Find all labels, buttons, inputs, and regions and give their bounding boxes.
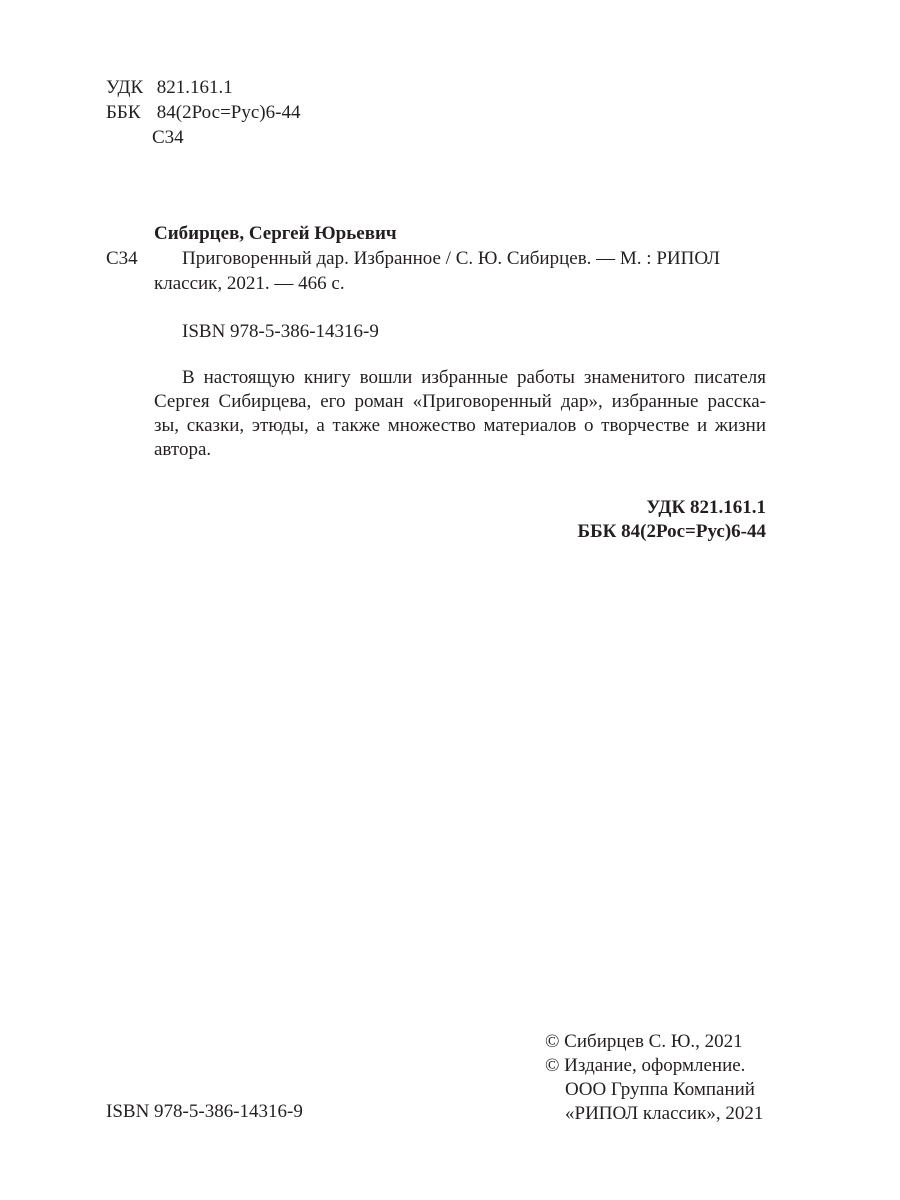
annotation-paragraph [154,366,766,462]
copyright-block [545,1030,763,1126]
udk-value: 821.161.1 [156,77,233,98]
bbk-code-line [106,101,300,125]
bbk-label: ББК [106,102,141,123]
copyright-publisher-line-1: ООО Группа Компаний [565,1079,755,1100]
copyright-publisher-line-2: «РИПОЛ классик», 2021 [565,1103,764,1124]
title-line-2: классик, 2021. — 466 с. [154,273,345,294]
bbk-code-bottom: ББК 84(2Рос=Рус)6-44 [577,521,766,542]
udk-code-line [106,76,233,100]
author-mark-top: С34 [152,127,184,148]
udk-code-bottom: УДК 821.161.1 [646,497,766,518]
copyright-author: © Сибирцев С. Ю., 2021 [545,1031,743,1052]
bottom-classification-codes [578,496,766,544]
annotation-line: автора. [154,439,212,460]
annotation-line: зы, сказки, этюды, а также множество материалов о творчестве и жизни [154,415,766,436]
isbn-record: ISBN 978-5-386-14316-9 [182,321,379,342]
author-mark-record: С34 [106,248,138,269]
annotation-line: Сергея Сибирцева, его роман «Приговоренный дар», избранные расска- [154,391,766,412]
isbn-footer: ISBN 978-5-386-14316-9 [106,1101,303,1122]
copyright-edition: © Издание, оформление. [545,1055,746,1076]
annotation-line: В настоящую книгу вошли избранные работы знаменитого писателя [182,367,766,388]
bbk-value: 84(2Рос=Рус)6-44 [156,102,301,123]
udk-label: УДК [106,77,144,98]
title-line-1: Приговоренный дар. Избранное / С. Ю. Сибирцев. — М. : РИПОЛ [182,248,721,269]
author-heading: Сибирцев, Сергей Юрьевич [154,223,397,244]
